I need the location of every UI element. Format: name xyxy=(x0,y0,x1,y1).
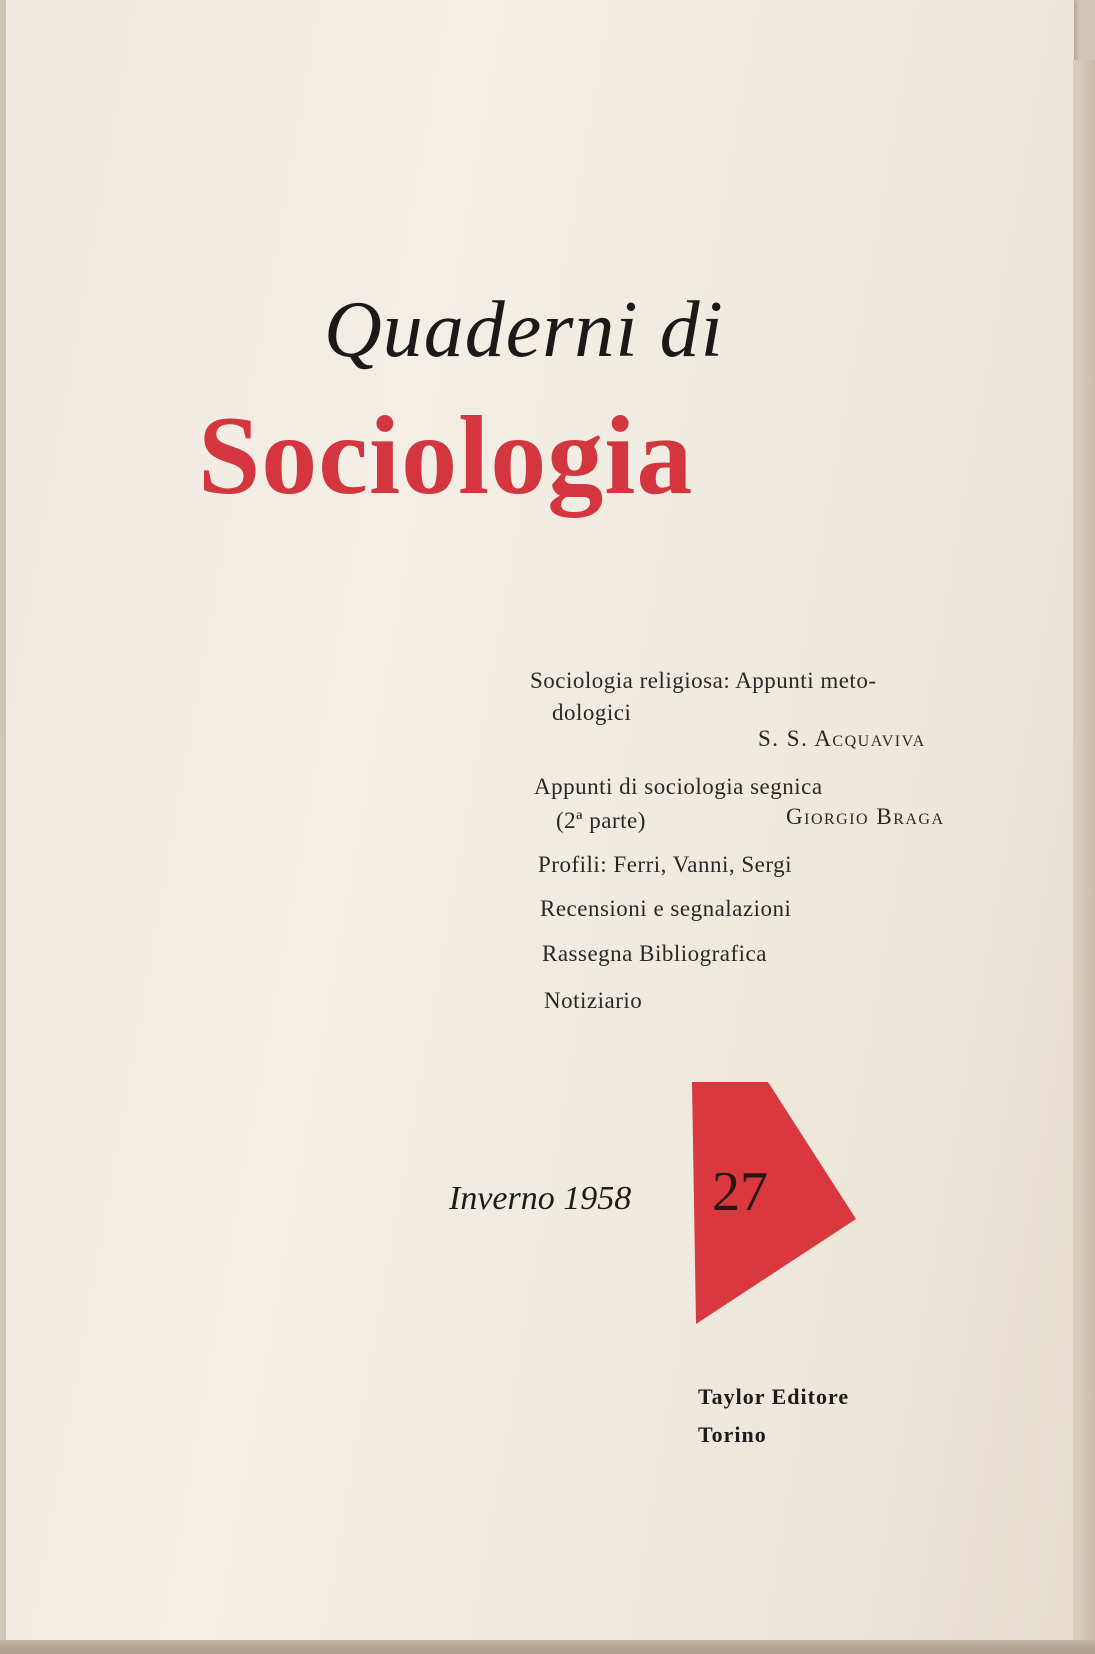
contents-item-title: Rassegna Bibliografica xyxy=(542,941,767,966)
contents-item-title: Notiziario xyxy=(544,988,643,1013)
contents-item-title: Profili: Ferri, Vanni, Sergi xyxy=(538,852,793,877)
publisher-block xyxy=(698,1378,849,1454)
contents-item-author: S. S. Acquaviva xyxy=(758,726,926,751)
title-line-sociologia: Sociologia xyxy=(198,394,694,518)
contents-item-title-cont: dologici xyxy=(552,700,632,725)
publisher-city: Torino xyxy=(698,1422,767,1447)
contents-item-title: Recensioni e segnalazioni xyxy=(540,896,792,921)
season-year: Inverno 1958 xyxy=(449,1180,632,1217)
title-line-quaderni: Quaderni di xyxy=(324,286,724,374)
contents-item-title: Sociologia religiosa: Appunti meto- xyxy=(530,668,877,693)
journal-cover xyxy=(6,0,1074,1640)
contents-item-title: Appunti di sociologia segnica xyxy=(534,774,823,799)
contents-item-title-cont: (2ª parte) xyxy=(556,808,646,833)
page-edge xyxy=(1073,60,1095,1654)
issue-number: 27 xyxy=(712,1161,768,1223)
contents-item-author: Giorgio Braga xyxy=(786,804,945,829)
publisher-name: Taylor Editore xyxy=(698,1384,850,1409)
bottom-edge xyxy=(0,1640,1095,1654)
